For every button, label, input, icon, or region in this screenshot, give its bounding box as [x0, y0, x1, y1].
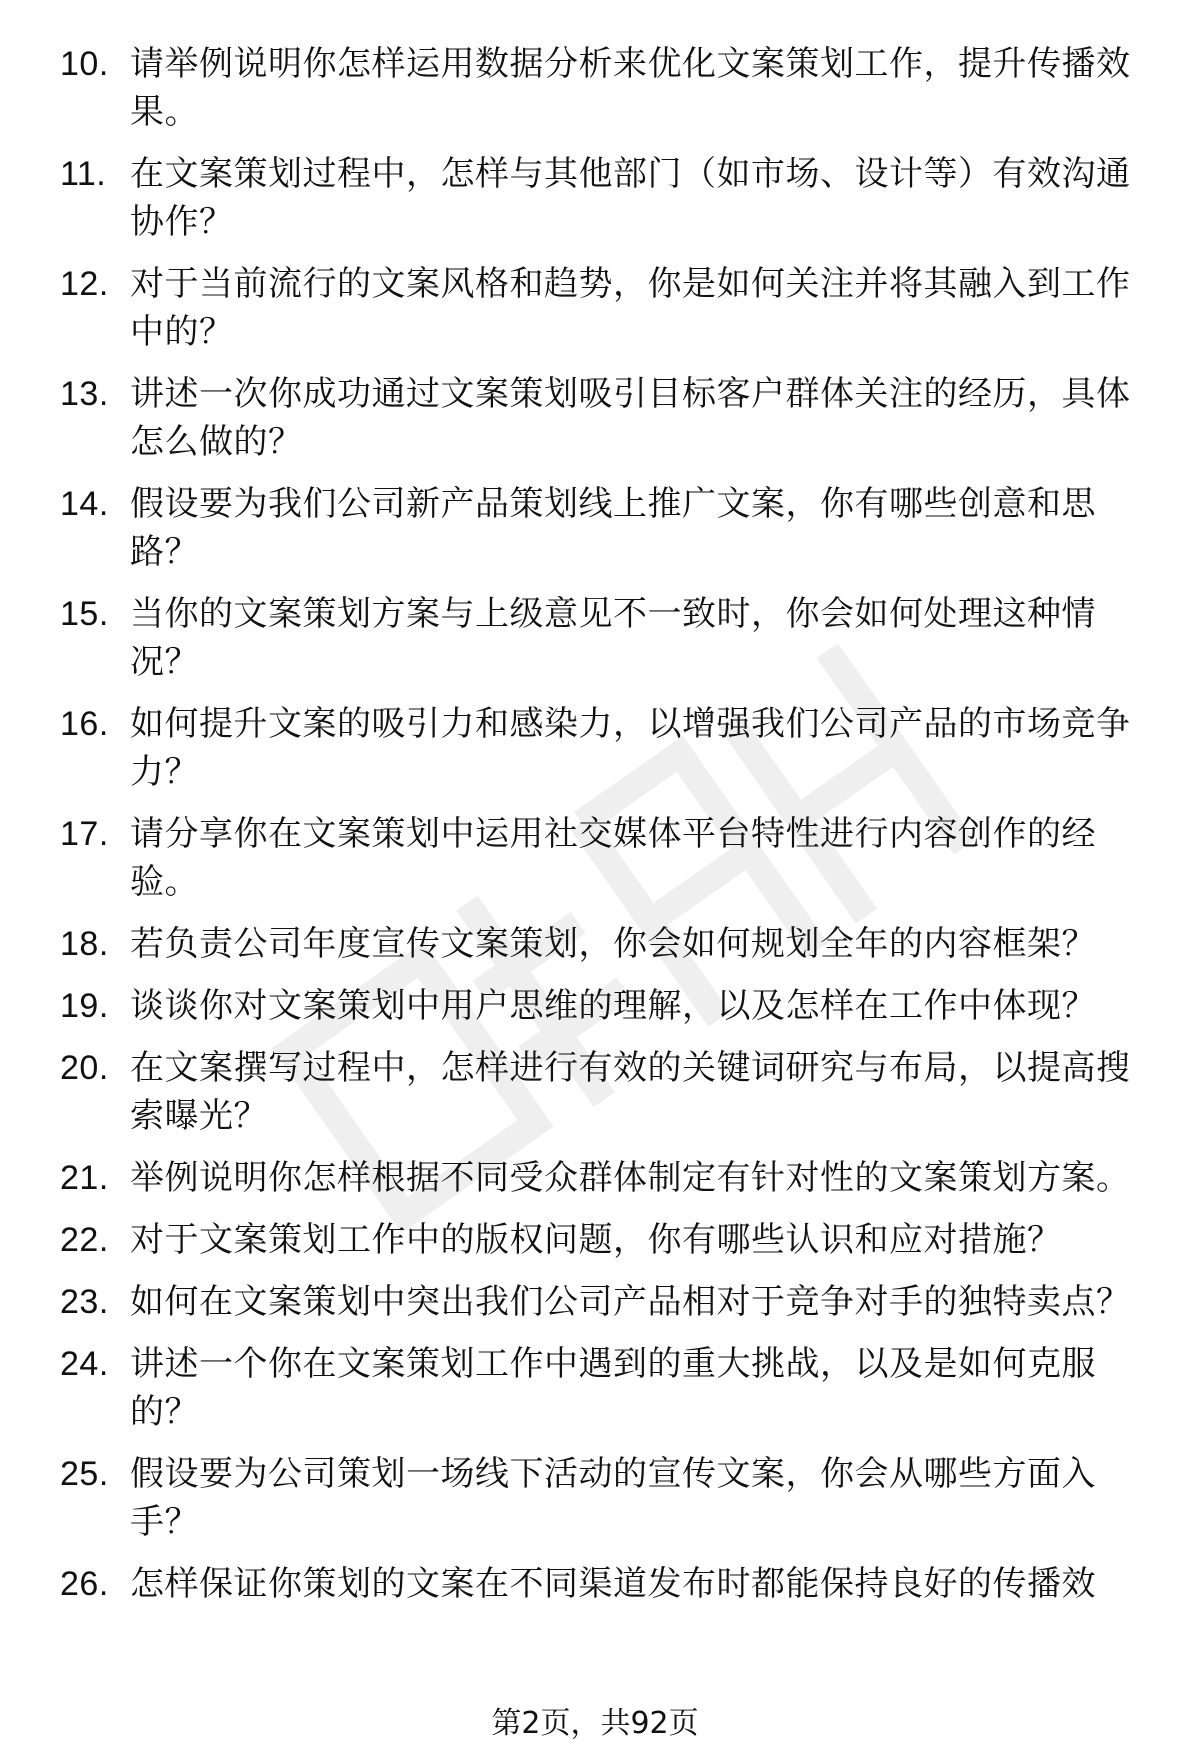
question-text: 谈谈你对文案策划中用户思维的理解，以及怎样在工作中体现？ — [130, 986, 1096, 1026]
question-text: 若负责公司年度宣传文案策划，你会如何规划全年的内容框架？ — [130, 924, 1096, 964]
question-item — [60, 982, 1160, 1030]
question-item — [60, 370, 1160, 466]
question-item — [60, 40, 1160, 136]
question-number: 20. — [60, 1049, 109, 1087]
question-item — [60, 920, 1160, 968]
question-number: 18. — [60, 925, 109, 963]
question-number: 19. — [60, 987, 109, 1025]
question-text: 假设要为我们公司新产品策划线上推广文案，你有哪些创意和思路？ — [130, 484, 1096, 572]
question-text: 举例说明你怎样根据不同受众群体制定有针对性的文案策划方案。 — [130, 1158, 1131, 1198]
question-item — [60, 1154, 1160, 1202]
question-text: 怎样保证你策划的文案在不同渠道发布时都能保持良好的传播效 — [130, 1564, 1096, 1604]
question-text: 在文案策划过程中，怎样与其他部门（如市场、设计等）有效沟通协作？ — [130, 154, 1131, 242]
question-text: 在文案撰写过程中，怎样进行有效的关键词研究与布局，以提高搜索曝光？ — [130, 1048, 1131, 1136]
question-number: 22. — [60, 1221, 109, 1259]
question-item — [60, 1278, 1160, 1326]
question-number: 16. — [60, 705, 109, 743]
question-number: 21. — [60, 1159, 109, 1197]
question-number: 24. — [60, 1345, 109, 1383]
question-item — [60, 810, 1160, 906]
question-text: 如何在文案策划中突出我们公司产品相对于竞争对手的独特卖点？ — [130, 1282, 1131, 1322]
question-item — [60, 700, 1160, 796]
question-text: 对于当前流行的文案风格和趋势，你是如何关注并将其融入到工作中的？ — [130, 264, 1131, 352]
question-number: 17. — [60, 815, 109, 853]
question-number: 15. — [60, 595, 109, 633]
question-number: 12. — [60, 265, 109, 303]
page-number-footer: 第2页，共92页 — [491, 1706, 699, 1741]
question-item — [60, 1044, 1160, 1140]
question-text: 讲述一个你在文案策划工作中遇到的重大挑战，以及是如何克服的？ — [130, 1344, 1096, 1432]
question-item — [60, 150, 1160, 246]
question-number: 13. — [60, 375, 109, 413]
question-text: 请举例说明你怎样运用数据分析来优化文案策划工作，提升传播效果。 — [130, 44, 1131, 132]
question-number: 10. — [60, 45, 109, 83]
question-list — [60, 40, 1160, 1622]
question-text: 讲述一次你成功通过文案策划吸引目标客户群体关注的经历，具体怎么做的？ — [130, 374, 1131, 462]
question-item — [60, 260, 1160, 356]
question-text: 当你的文案策划方案与上级意见不一致时，你会如何处理这种情况？ — [130, 594, 1096, 682]
question-item — [60, 1450, 1160, 1546]
question-item — [60, 590, 1160, 686]
question-item — [60, 1560, 1160, 1608]
question-number: 11. — [60, 155, 107, 193]
question-item — [60, 1340, 1160, 1436]
question-text: 请分享你在文案策划中运用社交媒体平台特性进行内容创作的经验。 — [130, 814, 1096, 902]
question-text: 如何提升文案的吸引力和感染力，以增强我们公司产品的市场竞争力？ — [130, 704, 1131, 792]
question-text: 假设要为公司策划一场线下活动的宣传文案，你会从哪些方面入手？ — [130, 1454, 1096, 1542]
question-text: 对于文案策划工作中的版权问题，你有哪些认识和应对措施？ — [130, 1220, 1062, 1260]
question-number: 14. — [60, 485, 109, 523]
question-item — [60, 1216, 1160, 1264]
question-item — [60, 480, 1160, 576]
question-number: 23. — [60, 1283, 109, 1321]
question-number: 25. — [60, 1455, 109, 1493]
question-number: 26. — [60, 1565, 109, 1603]
